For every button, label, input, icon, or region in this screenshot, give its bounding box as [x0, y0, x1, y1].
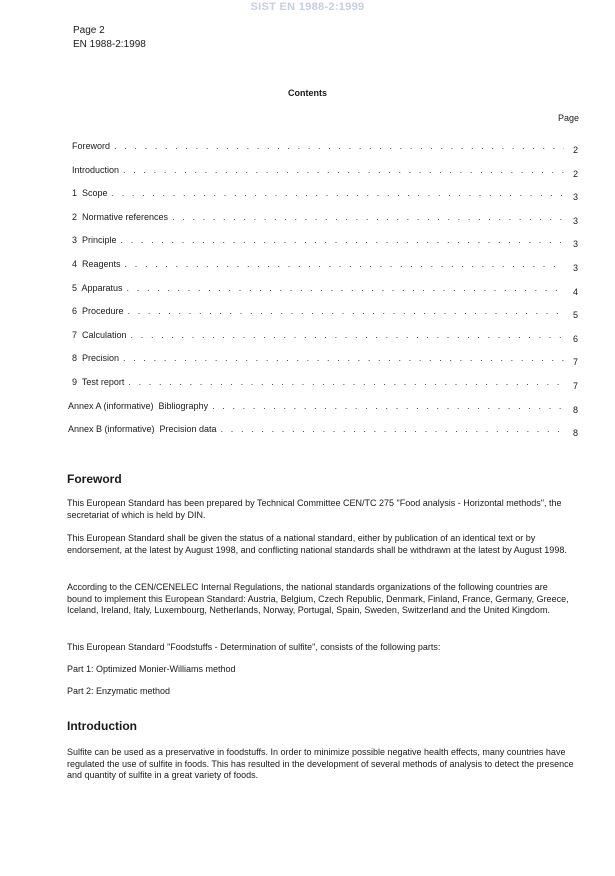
toc-entry-reagents[interactable]	[68, 259, 578, 283]
toc-entry-label: Foreword	[72, 141, 111, 151]
toc-entry-introduction[interactable]	[68, 165, 578, 189]
toc-entry-principle[interactable]	[68, 235, 578, 259]
toc-entry-normative-references[interactable]	[68, 212, 578, 236]
watermark: SIST EN 1988-2:1999	[250, 1, 365, 13]
toc-leader-dots	[127, 283, 564, 293]
toc-leader-dots	[125, 259, 564, 269]
toc-leader-dots	[221, 424, 564, 434]
toc-leader-dots	[114, 141, 564, 151]
toc-entry-page: 7	[572, 357, 578, 368]
toc-entry-page: 8	[572, 404, 578, 415]
toc-entry-annex-a[interactable]	[68, 401, 578, 425]
toc-entry-label: 9 Test report	[72, 376, 125, 387]
toc-entry-page: 7	[572, 380, 578, 391]
toc-entry-page: 8	[572, 428, 578, 439]
toc-entry-annex-b[interactable]	[68, 424, 578, 448]
toc-entry-label: 1 Scope	[72, 188, 108, 199]
foreword-paragraph: According to the CEN/CENELEC Internal Regulations, the national standards organizations of the following countries are bound to implement this European Standard: Austria, Belgium, Czech Republic, Denmark, Finland, France, Germany, Greece, Iceland, Ireland, Italy, Luxembourg, Netherlands, Norway, Portugal, Spain, Sweden, Switzerland and the United Kingdom.	[67, 582, 569, 615]
toc-page-column-label: Page	[557, 113, 579, 123]
toc-leader-dots	[121, 235, 564, 245]
toc-entry-page: 2	[572, 145, 578, 155]
toc-leader-dots	[123, 353, 564, 363]
toc-entry-page: 6	[572, 333, 578, 344]
toc-entry-label: 4 Reagents	[72, 258, 121, 269]
toc-entry-precision[interactable]	[68, 353, 578, 377]
foreword-part-2: Part 2: Enzymatic method	[67, 686, 171, 696]
toc-entry-label: 5 Apparatus	[72, 282, 123, 293]
toc-entry-page: 4	[572, 286, 578, 297]
toc-entry-label: 6 Procedure	[72, 306, 124, 317]
toc-entry-label: 8 Precision	[72, 353, 120, 364]
toc-entry-label: Annex B (informative) Precision data	[68, 424, 217, 435]
toc-entry-label: Introduction	[72, 164, 120, 175]
toc-entry-label: 7 Calculation	[72, 329, 127, 340]
toc-entry-test-report[interactable]	[68, 377, 578, 401]
toc-entry-procedure[interactable]	[68, 306, 578, 330]
toc-entry-page: 5	[572, 310, 578, 321]
toc-leader-dots	[212, 401, 564, 411]
foreword-part-1: Part 1: Optimized Monier-Williams method	[67, 664, 236, 674]
toc-leader-dots	[128, 377, 564, 387]
toc-leader-dots	[131, 330, 564, 340]
foreword-paragraph: This European Standard "Foodstuffs - Determination of sulfite", consists of the following parts:	[67, 642, 441, 652]
standard-id: EN 1988-2:1998	[73, 39, 146, 50]
toc-entry-label: Annex A (informative) Bibliography	[68, 400, 209, 411]
toc-entry-calculation[interactable]	[68, 330, 578, 354]
table-of-contents	[68, 141, 578, 448]
toc-entry-page: 3	[572, 239, 578, 250]
toc-entry-label: 3 Principle	[72, 235, 117, 246]
toc-entry-page: 3	[572, 215, 578, 226]
foreword-paragraph: This European Standard has been prepared by Technical Committee CEN/TC 275 "Food analysis - Horizontal methods", the secretariat of which is held by DIN.	[67, 498, 562, 520]
toc-leader-dots	[128, 306, 564, 316]
toc-leader-dots	[172, 212, 564, 222]
toc-entry-page: 2	[572, 168, 578, 179]
contents-title: Contents	[288, 88, 327, 98]
introduction-heading: Introduction	[67, 719, 137, 733]
toc-leader-dots	[123, 165, 564, 175]
toc-entry-page: 3	[572, 192, 578, 203]
page-header	[73, 24, 146, 52]
foreword-paragraph: This European Standard shall be given the status of a national standard, either by publication of an identical text or by endorsement, at the latest by August 1998, and conflicting national standards shall be withdrawn at the latest by August 1998.	[67, 533, 567, 555]
toc-entry-apparatus[interactable]	[68, 283, 578, 307]
page-number: Page 2	[73, 25, 105, 36]
toc-entry-page: 3	[572, 262, 578, 273]
toc-entry-scope[interactable]	[68, 188, 578, 212]
introduction-paragraph: Sulfite can be used as a preservative in foodstuffs. In order to minimize possible negative health effects, many countries have regulated the use of sulfite in foods. This has resulted in the development of several methods of analysis to detect the presence and quantity of sulfite in a great variety of foods.	[67, 747, 574, 780]
toc-entry-foreword[interactable]	[68, 141, 578, 165]
foreword-heading: Foreword	[67, 472, 122, 486]
toc-leader-dots	[112, 188, 564, 198]
toc-entry-label: 2 Normative references	[72, 211, 169, 222]
